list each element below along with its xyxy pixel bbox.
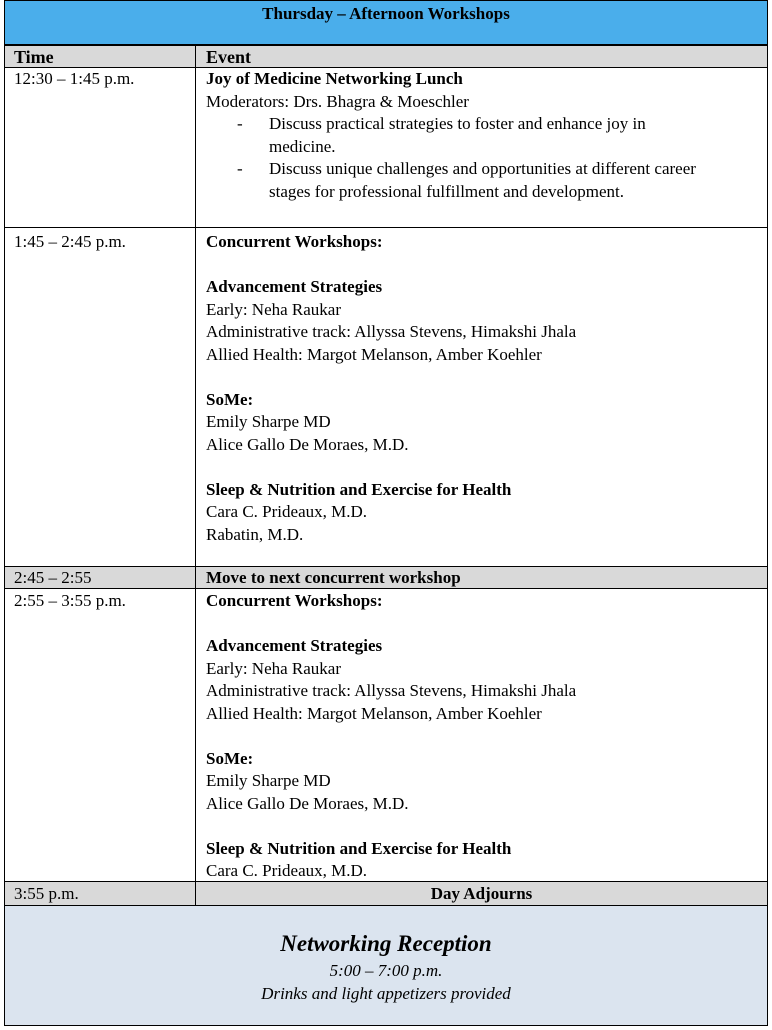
- section-heading: Concurrent Workshops:: [206, 591, 383, 610]
- time-label: 12:30 – 1:45 p.m.: [14, 69, 135, 88]
- row-adjourn-time: [4, 882, 196, 906]
- bullet-dash: -: [237, 114, 243, 133]
- row-adjourn-event: [195, 882, 768, 906]
- bullet-text: Discuss practical strategies to foster and enhance joy in: [269, 114, 646, 133]
- header-event: Event: [195, 46, 768, 68]
- workshop-title: SoMe:: [206, 389, 254, 409]
- event-title: Move to next concurrent workshop: [206, 568, 461, 587]
- event-title: Joy of Medicine Networking Lunch: [206, 69, 463, 88]
- reception-time: 5:00 – 7:00 p.m.: [329, 961, 443, 980]
- bullet-text: Discuss unique challenges and opportunities at different career: [269, 159, 696, 178]
- workshop-title: Advancement Strategies: [206, 277, 383, 296]
- header-time: Time: [4, 46, 196, 68]
- workshop-presenter: Administrative track: Allyssa Stevens, Himakshi Jhala: [206, 322, 577, 341]
- workshop-presenter: Early: Neha Raukar: [206, 658, 341, 678]
- workshop-title: Advancement Strategies: [206, 636, 383, 655]
- moderators: Moderators: Drs. Bhagra & Moeschler: [206, 91, 469, 111]
- workshop-presenter: Cara C. Prideaux, M.D.: [206, 502, 368, 521]
- workshop-presenter: Allied Health: Margot Melanson, Amber Koehler: [206, 703, 542, 723]
- bullet-item: [206, 113, 767, 158]
- row-lunch-time: [4, 68, 196, 228]
- workshop-presenter: Administrative track: Allyssa Stevens, Himakshi Jhala: [206, 681, 577, 700]
- event-title: Day Adjourns: [430, 884, 533, 903]
- bullet-text: stages for professional fulfillment and development.: [269, 181, 625, 201]
- workshop-presenter: Emily Sharpe MD: [206, 412, 331, 431]
- reception-note: Drinks and light appetizers provided: [261, 984, 511, 1003]
- row-workshops-1-event: [195, 228, 768, 567]
- row-transition-event: [195, 567, 768, 589]
- row-lunch-event: [195, 68, 768, 228]
- workshop-presenter: Cara C. Prideaux, M.D.: [206, 861, 368, 880]
- reception-title: Networking Reception: [280, 931, 492, 956]
- schedule-title: Thursday – Afternoon Workshops: [4, 0, 768, 46]
- row-workshops-2-event: [195, 589, 768, 882]
- time-label: 1:45 – 2:45 p.m.: [14, 232, 126, 251]
- row-workshops-2-time: [4, 589, 196, 882]
- section-heading: Concurrent Workshops:: [206, 232, 383, 251]
- bullet-dash: -: [237, 159, 243, 178]
- workshop-title: Sleep & Nutrition and Exercise for Health: [206, 479, 512, 499]
- workshop-title: SoMe:: [206, 748, 254, 768]
- row-transition-time: [4, 567, 196, 589]
- time-label: 2:55 – 3:55 p.m.: [14, 591, 126, 610]
- row-workshops-1-time: [4, 228, 196, 567]
- workshop-presenter: Emily Sharpe MD: [206, 771, 331, 790]
- schedule-page: [4, 0, 768, 1030]
- networking-reception: [4, 906, 768, 1026]
- workshop-presenter: Early: Neha Raukar: [206, 299, 341, 319]
- workshop-presenter: Allied Health: Margot Melanson, Amber Koehler: [206, 344, 542, 364]
- time-label: 3:55 p.m.: [14, 884, 79, 903]
- workshop-presenter: Rabatin, M.D.: [206, 524, 304, 544]
- bullet-text: medicine.: [269, 136, 336, 156]
- workshop-title: Sleep & Nutrition and Exercise for Health: [206, 838, 512, 858]
- workshop-presenter: Alice Gallo De Moraes, M.D.: [206, 434, 409, 454]
- bullet-item: [206, 158, 767, 203]
- workshop-presenter: Alice Gallo De Moraes, M.D.: [206, 793, 409, 813]
- time-label: 2:45 – 2:55: [14, 568, 92, 587]
